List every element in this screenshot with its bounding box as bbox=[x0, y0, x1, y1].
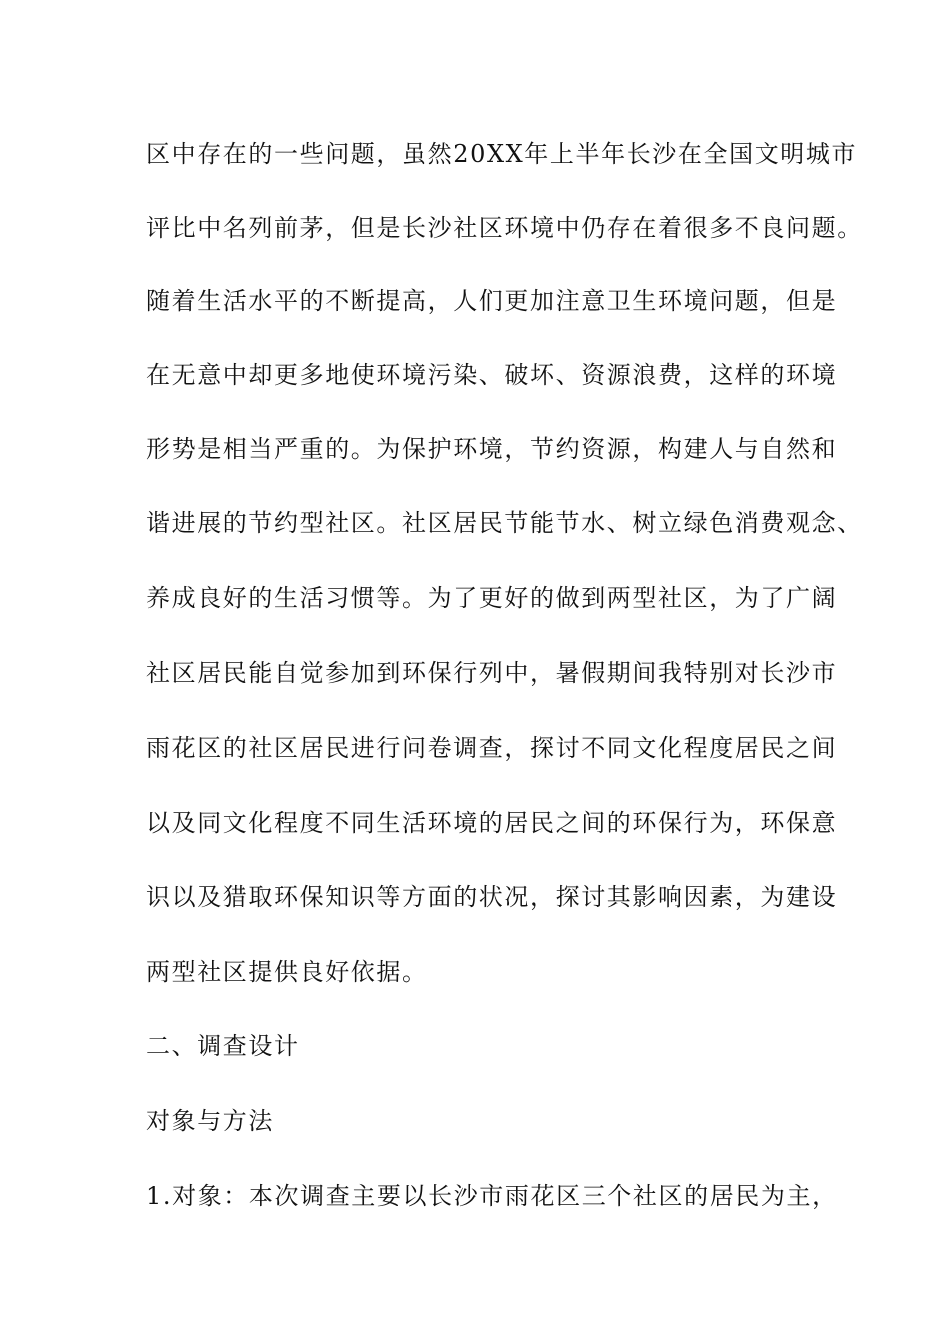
subheading: 对象与方法 bbox=[146, 1107, 274, 1135]
paragraph-line: 社区居民能自觉参加到环保行列中，暑假期间我特别对长沙市 bbox=[146, 659, 838, 687]
paragraph-line: 在无意中却更多地使环境污染、破坏、资源浪费，这样的环境 bbox=[146, 361, 838, 389]
paragraph-line: 谐进展的节约型社区。社区居民节能节水、树立绿色消费观念、 bbox=[146, 509, 863, 537]
paragraph-line: 形势是相当严重的。为保护环境，节约资源，构建人与自然和 bbox=[146, 435, 838, 463]
list-item: 1.对象：本次调查主要以长沙市雨花区三个社区的居民为主， bbox=[146, 1182, 838, 1210]
paragraph-line: 区中存在的一些问题，虽然20XX年上半年长沙在全国文明城市 bbox=[146, 140, 858, 168]
paragraph-line: 以及同文化程度不同生活环境的居民之间的环保行为，环保意 bbox=[146, 809, 838, 837]
paragraph-line: 两型社区提供良好依据。 bbox=[146, 958, 428, 986]
paragraph-line: 雨花区的社区居民进行问卷调查，探讨不同文化程度居民之间 bbox=[146, 734, 838, 762]
paragraph-line: 随着生活水平的不断提高，人们更加注意卫生环境问题，但是 bbox=[146, 287, 838, 315]
paragraph-line: 识以及猎取环保知识等方面的状况，探讨其影响因素，为建设 bbox=[146, 883, 838, 911]
paragraph-line: 养成良好的生活习惯等。为了更好的做到两型社区，为了广阔 bbox=[146, 584, 838, 612]
section-heading: 二、调查设计 bbox=[146, 1032, 300, 1060]
paragraph-line: 评比中名列前茅，但是长沙社区环境中仍存在着很多不良问题。 bbox=[146, 214, 863, 242]
